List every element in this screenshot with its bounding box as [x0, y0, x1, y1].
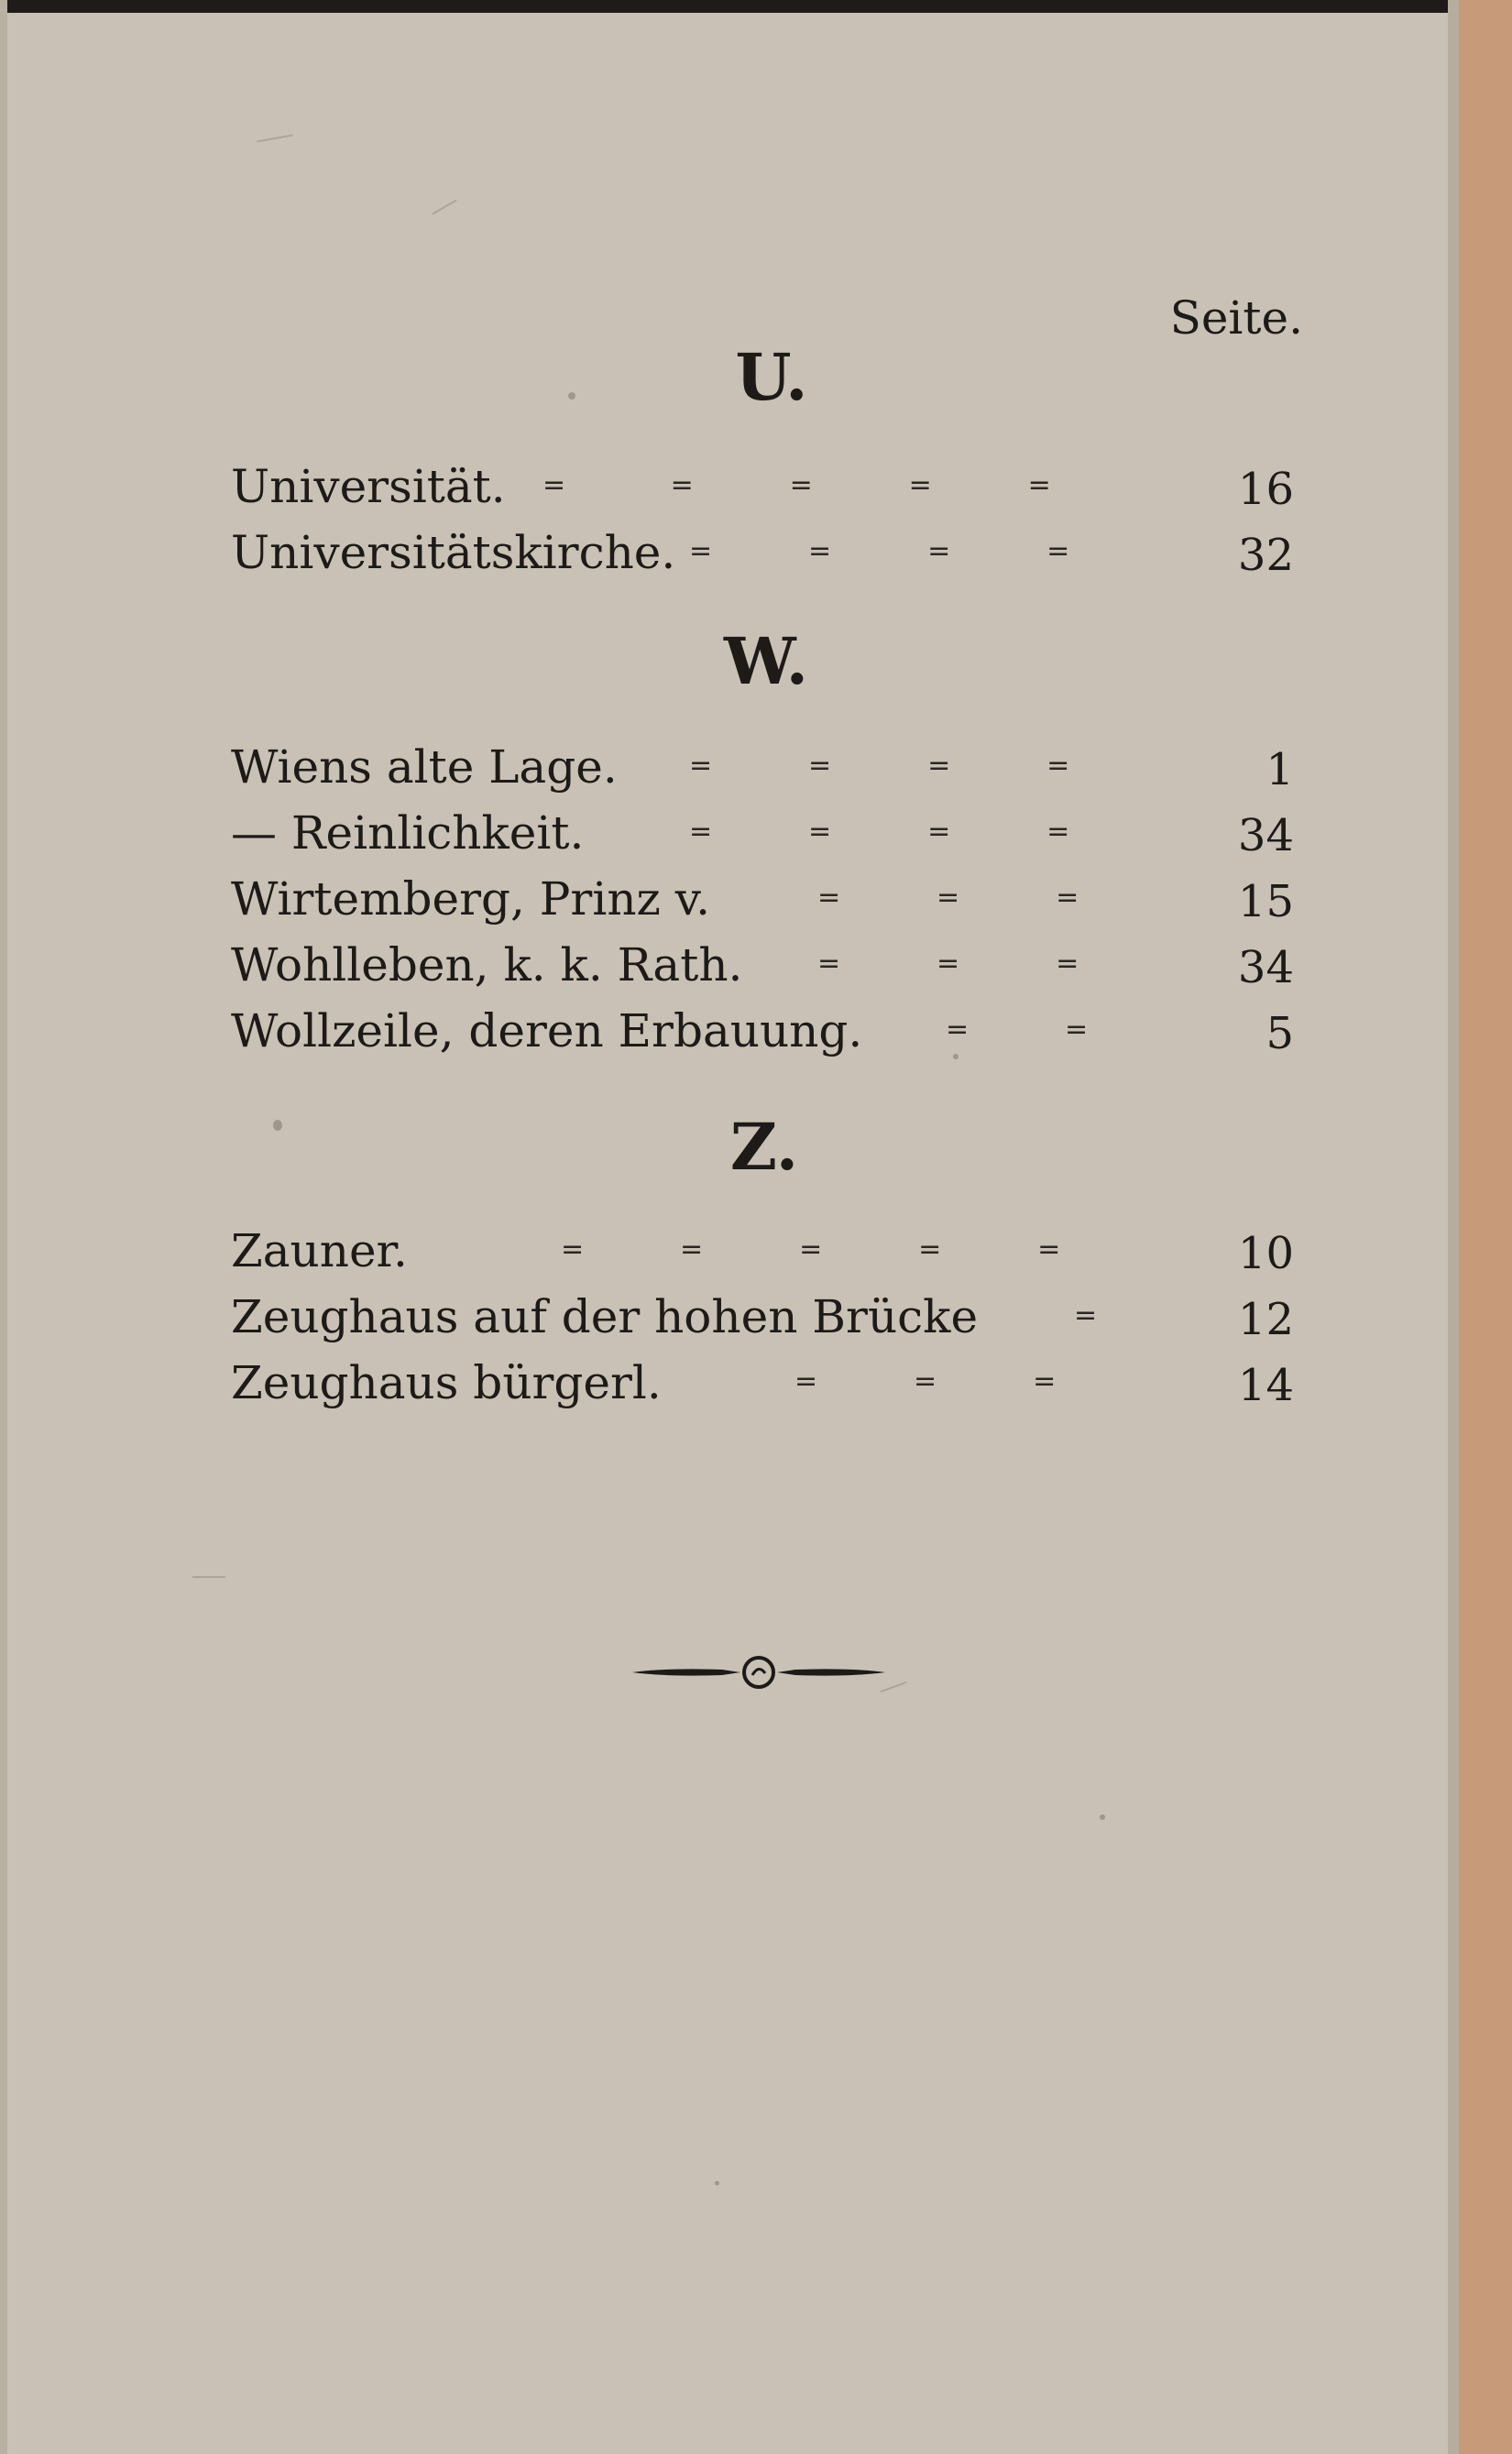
entry-label: Wiens alte Lage. [231, 740, 618, 794]
entry-page-number: 5 [1265, 1008, 1294, 1059]
entry-label: Zauner. [231, 1224, 408, 1277]
index-entry [231, 872, 1294, 937]
index-entry [231, 1356, 1294, 1420]
leader-dots: = = = = [689, 750, 1070, 782]
entry-label: Wollzeile, deren Erbauung. [231, 1004, 863, 1057]
entry-label: Zeughaus bürgerl. [231, 1356, 662, 1409]
entry-label: Zeughaus auf der hohen Brücke [231, 1290, 979, 1343]
paper-fiber [192, 1576, 225, 1578]
leader-dots: = = = = [689, 535, 1070, 567]
entry-page-number: 32 [1237, 530, 1294, 581]
entry-label: Wohlleben, k. k. Rath. [231, 938, 743, 991]
leader-dots: = = [946, 1013, 1089, 1046]
paper-speck [568, 392, 575, 400]
index-entry [231, 740, 1294, 805]
leader-dots: = = = [794, 1365, 1057, 1397]
section-letter-u: U. [735, 339, 808, 415]
entry-label: Universität. [231, 460, 506, 513]
leader-dots: = = = [817, 948, 1079, 980]
closing-ornament-icon [630, 1649, 887, 1695]
entry-page-number: 15 [1237, 876, 1294, 927]
index-entry [231, 806, 1294, 871]
index-entry [231, 1004, 1294, 1068]
leader-dots: = = = = [689, 816, 1070, 848]
index-entry [231, 938, 1294, 1002]
entry-page-number: 10 [1237, 1228, 1294, 1279]
page-right-edge [1459, 0, 1512, 2454]
leader-dots: = [1074, 1299, 1098, 1331]
paper-speck [715, 2181, 719, 2186]
entry-page-number: 34 [1237, 942, 1294, 993]
paper-speck [273, 1120, 282, 1131]
page-top-shadow [0, 0, 1512, 13]
paper-fiber [433, 200, 457, 215]
entry-page-number: 12 [1237, 1294, 1294, 1345]
entry-page-number: 1 [1265, 744, 1294, 795]
entry-label: Wirtemberg, Prinz v. [231, 872, 710, 926]
index-entry [231, 526, 1294, 590]
paper-fiber [257, 135, 293, 143]
index-entry [231, 1224, 1294, 1288]
leader-dots: = = = [817, 882, 1079, 914]
section-letter-w: W. [723, 623, 809, 699]
index-entry [231, 1290, 1294, 1354]
page-left-edge [0, 0, 7, 2454]
page-right-shadow [1448, 0, 1459, 2454]
page-column-header: Seite. [1169, 291, 1303, 345]
paper-speck [1100, 1814, 1105, 1820]
leader-dots: = = = = = [561, 1233, 1061, 1265]
entry-label: — Reinlichkeit. [231, 806, 585, 860]
entry-label: Universitätskirche. [231, 526, 676, 579]
index-entry [231, 460, 1294, 524]
section-letter-z: Z. [729, 1109, 799, 1185]
entry-page-number: 34 [1237, 810, 1294, 861]
leader-dots: = = = = = [542, 469, 1051, 501]
entry-page-number: 16 [1237, 464, 1294, 515]
entry-page-number: 14 [1237, 1360, 1294, 1411]
